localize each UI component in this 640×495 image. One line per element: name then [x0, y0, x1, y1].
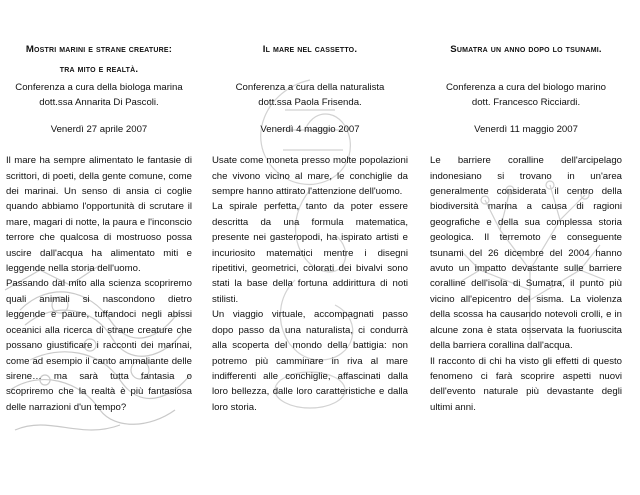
conference-column-2 — [212, 40, 408, 415]
conference-title-line2: tra mito e realtà. — [59, 64, 139, 75]
conference-speaker-role: Conferenza a cura della naturalista — [235, 82, 385, 93]
conference-title: Il mare nel cassetto. — [262, 44, 358, 55]
conference-title: Mostri marini e strane creature: — [25, 44, 173, 55]
conference-column-1 — [6, 40, 192, 415]
conference-speaker-role: Conferenza a cura della biologa marina — [15, 82, 183, 93]
paragraph: Un viaggio virtuale, accompagnati passo dopo passo da una naturalista, ci condurrà alla scoperta del mondo della battigia: non potremo più camminare in riva al mare indifferenti alle conchiglie, affascinati dalla loro bellezza, dalle loro caratteristiche e dalla loro storia. — [212, 309, 408, 413]
conference-description — [430, 153, 622, 415]
conference-date: Venerdì 27 aprile 2007 — [50, 123, 148, 135]
conference-date: Venerdì 4 maggio 2007 — [260, 123, 360, 135]
conference-speaker-name: dott.ssa Annarita Di Pascoli. — [39, 97, 159, 109]
paragraph: Il mare ha sempre alimentato le fantasie di scrittori, di poeti, della gente comune, come dei marinai. Un senso di ansia ci coglie quando abbiamo l'opportunità di scrutare il mare, magari di notte, la paura e l'inconscio terrore che qualcosa di mostruoso possa uscire dall'acqua ha alimentato miti e leggende nella storia dell'uomo. — [6, 155, 192, 275]
conference-column-3 — [430, 40, 622, 415]
conference-speaker-name: dott. Francesco Ricciardi. — [471, 97, 581, 109]
paragraph: Usate come moneta presso molte popolazioni che vivono vicino al mare, le conchiglie da sempre hanno attirato l'attenzione dell'uomo. — [212, 155, 408, 198]
paragraph: Le barriere coralline dell'arcipelago indonesiano si trovano in un'area generalmente considerata il centro della biodiversità marina a causa di ragioni geografiche e della sua complessa storia geologica. Il terremoto e conseguente tsunami del 26 dicembre del 2004 hanno avuto un impatto devastante sulle barriere coralline dell'isola di Sumatra, il punto più vicino all'epicentro del sisma. La violenza della scossa ha causando notevoli crolli, e in alcune zona è stata osservata la fuoriuscita della barriera corallina dall'acqua. — [430, 155, 622, 352]
conference-title: Sumatra un anno dopo lo tsunami. — [450, 44, 602, 55]
conference-description — [6, 153, 192, 415]
conference-speaker-role: Conferenza a cura del biologo marino — [446, 82, 606, 93]
conference-description — [212, 153, 408, 415]
conference-speaker-name: dott.ssa Paola Frisenda. — [258, 97, 362, 109]
paragraph: Passando dal mito alla scienza scopriremo quali animali si nascondono dietro leggende e paure, tuffandoci negli abissi oceanici alla ricerca di strane creature che possano giustificare i racconti dei marinai, come ad esempio il canto ammaliante delle sirene… ma sarà tutta fantasia o scopriremo che la realtà è più fantasiosa delle narrazioni d'un tempo? — [6, 278, 192, 413]
paragraph: Il racconto di chi ha visto gli effetti di questo fenomeno ci farà scoprire aspetti nuovi dell'evento naturale più devastante degli ultimi anni. — [430, 355, 622, 413]
paragraph: La spirale perfetta, tanto da poter essere descritta da una formula matematica, presente nei gasteropodi, ha ispirato artisti e incuriosito matematici mentre i disegni ripetitivi, geometrici, colorati dei bivalvi sono stati la base della fortuna addirittura di noti stilisti. — [212, 201, 408, 305]
conference-date: Venerdì 11 maggio 2007 — [474, 123, 578, 135]
